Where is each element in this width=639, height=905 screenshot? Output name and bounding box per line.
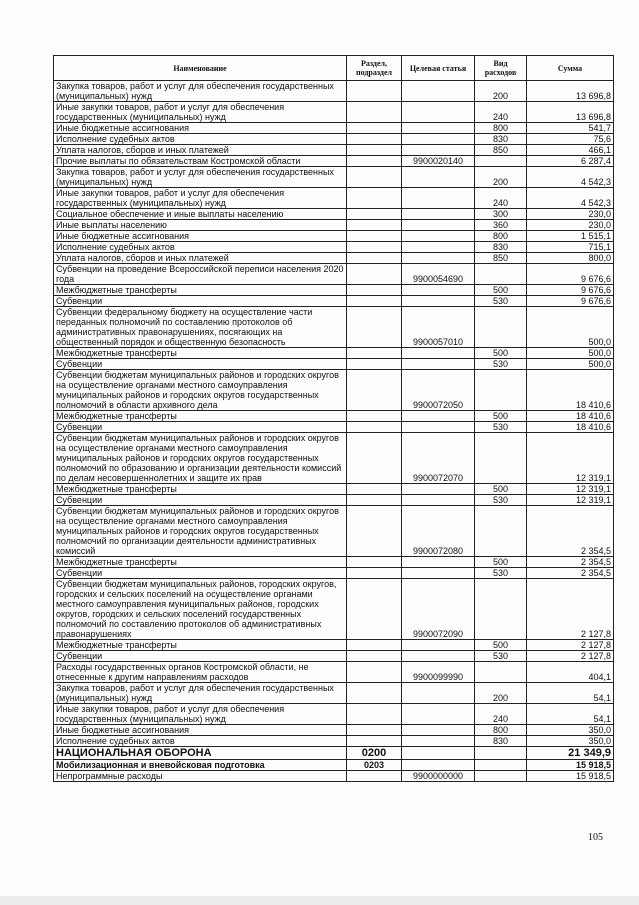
table-cell-sum: 54,1 <box>527 683 614 704</box>
table-cell-name: Прочие выплаты по обязательствам Костромской области <box>54 156 347 167</box>
table-cell-type <box>475 506 527 557</box>
table-cell-type: 530 <box>475 422 527 433</box>
table-cell-section <box>347 651 402 662</box>
table-cell-sum: 715,1 <box>527 242 614 253</box>
table-cell-article <box>402 651 475 662</box>
table-cell-name: Субвенции <box>54 296 347 307</box>
table-cell-section <box>347 264 402 285</box>
table-cell-section <box>347 134 402 145</box>
table-cell-sum: 21 349,9 <box>527 747 614 760</box>
table-cell-sum: 2 354,5 <box>527 557 614 568</box>
table-row <box>54 296 614 307</box>
table-cell-article <box>402 422 475 433</box>
table-cell-section <box>347 579 402 640</box>
table-cell-article <box>402 683 475 704</box>
table-cell-type: 300 <box>475 209 527 220</box>
table-cell-section <box>347 348 402 359</box>
table-cell-sum: 230,0 <box>527 209 614 220</box>
table-cell-sum: 2 127,8 <box>527 579 614 640</box>
table-cell-type: 850 <box>475 145 527 156</box>
table-cell-sum: 4 542,3 <box>527 188 614 209</box>
table-row <box>54 123 614 134</box>
table-cell-name: Субвенции <box>54 568 347 579</box>
table-cell-type <box>475 662 527 683</box>
table-body <box>54 81 614 782</box>
table-row <box>54 81 614 102</box>
table-row <box>54 495 614 506</box>
table-cell-sum: 6 287,4 <box>527 156 614 167</box>
table-row <box>54 188 614 209</box>
table-cell-section <box>347 736 402 747</box>
table-row <box>54 662 614 683</box>
table-cell-name: Межбюджетные трансферты <box>54 557 347 568</box>
table-cell-sum: 500,0 <box>527 307 614 348</box>
table-cell-section <box>347 640 402 651</box>
table-cell-type <box>475 579 527 640</box>
header-section: Раздел, подраздел <box>347 56 402 81</box>
table-row <box>54 557 614 568</box>
table-cell-name: Исполнение судебных актов <box>54 242 347 253</box>
table-cell-type <box>475 370 527 411</box>
table-cell-article <box>402 348 475 359</box>
table-row <box>54 156 614 167</box>
table-cell-sum: 18 410,6 <box>527 411 614 422</box>
table-cell-name: НАЦИОНАЛЬНАЯ ОБОРОНА <box>54 747 347 760</box>
table-cell-type: 830 <box>475 242 527 253</box>
table-row <box>54 285 614 296</box>
table-cell-name: Исполнение судебных актов <box>54 134 347 145</box>
table-row <box>54 231 614 242</box>
table-cell-article <box>402 484 475 495</box>
table-row <box>54 348 614 359</box>
table-row <box>54 134 614 145</box>
table-cell-sum: 2 127,8 <box>527 640 614 651</box>
table-cell-type: 830 <box>475 134 527 145</box>
header-name: Наименование <box>54 56 347 81</box>
table-row <box>54 683 614 704</box>
table-cell-section <box>347 156 402 167</box>
table-cell-sum: 12 319,1 <box>527 433 614 484</box>
table-row <box>54 422 614 433</box>
table-row <box>54 145 614 156</box>
table-cell-section <box>347 568 402 579</box>
table-cell-name: Иные закупки товаров, работ и услуг для обеспечения государственных (муниципальных) нужд <box>54 188 347 209</box>
table-cell-article: 9900099990 <box>402 662 475 683</box>
table-cell-article <box>402 359 475 370</box>
table-row <box>54 242 614 253</box>
table-cell-section <box>347 220 402 231</box>
table-cell-name: Уплата налогов, сборов и иных платежей <box>54 145 347 156</box>
table-cell-name: Субвенции на проведение Всероссийской переписи населения 2020 года <box>54 264 347 285</box>
table-cell-name: Межбюджетные трансферты <box>54 348 347 359</box>
header-article: Целевая статья <box>402 56 475 81</box>
table-cell-type: 500 <box>475 484 527 495</box>
table-cell-type: 800 <box>475 725 527 736</box>
table-cell-type: 500 <box>475 348 527 359</box>
table-cell-name: Субвенции <box>54 422 347 433</box>
table-cell-name: Иные выплаты населению <box>54 220 347 231</box>
table-cell-sum: 500,0 <box>527 359 614 370</box>
table-cell-section <box>347 506 402 557</box>
table-cell-section: 0203 <box>347 760 402 771</box>
table-row <box>54 760 614 771</box>
table-cell-section <box>347 285 402 296</box>
table-row <box>54 359 614 370</box>
table-cell-type: 240 <box>475 102 527 123</box>
table-cell-section: 0200 <box>347 747 402 760</box>
table-row <box>54 736 614 747</box>
table-cell-name: Расходы государственных органов Костромской области, не отнесенные к другим направлениям расходов <box>54 662 347 683</box>
table-cell-article <box>402 285 475 296</box>
table-cell-sum: 2 354,5 <box>527 506 614 557</box>
table-row <box>54 167 614 188</box>
table-cell-article <box>402 81 475 102</box>
table-cell-name: Иные закупки товаров, работ и услуг для обеспечения государственных (муниципальных) нужд <box>54 102 347 123</box>
table-cell-article <box>402 242 475 253</box>
table-cell-section <box>347 253 402 264</box>
table-cell-article <box>402 411 475 422</box>
table-cell-article <box>402 568 475 579</box>
table-cell-article: 9900057010 <box>402 307 475 348</box>
table-row <box>54 264 614 285</box>
table-cell-type: 240 <box>475 704 527 725</box>
table-row <box>54 579 614 640</box>
table-cell-article <box>402 557 475 568</box>
table-row <box>54 704 614 725</box>
table-cell-section <box>347 188 402 209</box>
table-cell-section <box>347 433 402 484</box>
table-cell-sum: 350,0 <box>527 725 614 736</box>
table-cell-type: 800 <box>475 123 527 134</box>
table-cell-sum: 9 676,6 <box>527 296 614 307</box>
table-cell-name: Социальное обеспечение и иные выплаты населению <box>54 209 347 220</box>
table-cell-section <box>347 370 402 411</box>
table-cell-name: Субвенции бюджетам муниципальных районов, городских округов, городских и сельских поселений на осуществление органами местного самоуправления муниципальных районов, городских округов, городских и сельских поселений государственных полномочий по составлению протоколов об административных правонарушениях <box>54 579 347 640</box>
table-cell-type <box>475 307 527 348</box>
table-cell-section <box>347 231 402 242</box>
table-cell-article <box>402 725 475 736</box>
table-cell-type: 360 <box>475 220 527 231</box>
table-cell-section <box>347 422 402 433</box>
table-cell-sum: 541,7 <box>527 123 614 134</box>
table-cell-section <box>347 296 402 307</box>
table-row <box>54 370 614 411</box>
header-type: Вид расходов <box>475 56 527 81</box>
table-cell-section <box>347 495 402 506</box>
table-cell-section <box>347 557 402 568</box>
table-cell-article: 9900054690 <box>402 264 475 285</box>
table-cell-name: Субвенции <box>54 359 347 370</box>
table-cell-article: 9900072070 <box>402 433 475 484</box>
table-cell-name: Субвенции бюджетам муниципальных районов и городских округов на осуществление органами местного самоуправления муниципальных районов и городских округов государственных полномочий по организации деятельности административных комиссий <box>54 506 347 557</box>
table-cell-article <box>402 231 475 242</box>
table-cell-sum: 500,0 <box>527 348 614 359</box>
table-cell-sum: 2 127,8 <box>527 651 614 662</box>
table-cell-section <box>347 242 402 253</box>
table-cell-sum: 15 918,5 <box>527 760 614 771</box>
table-cell-sum: 54,1 <box>527 704 614 725</box>
table-row <box>54 102 614 123</box>
table-cell-article: 9900020140 <box>402 156 475 167</box>
table-cell-name: Иные бюджетные ассигнования <box>54 123 347 134</box>
table-cell-type <box>475 760 527 771</box>
table-cell-sum: 13 696,8 <box>527 81 614 102</box>
table-cell-name: Субвенции федеральному бюджету на осуществление части переданных полномочий по составлению протоколов об административных правонарушениях, посягающих на общественный порядок и общественную безопасность <box>54 307 347 348</box>
table-cell-sum: 404,1 <box>527 662 614 683</box>
table-cell-article: 9900072080 <box>402 506 475 557</box>
table-cell-name: Субвенции бюджетам муниципальных районов и городских округов на осуществление органами местного самоуправления муниципальных районов и городских округов государственных полномочий по образованию и организации деятельности комиссий по делам несовершеннолетних и защите их прав <box>54 433 347 484</box>
table-cell-article <box>402 220 475 231</box>
table-cell-sum: 466,1 <box>527 145 614 156</box>
table-cell-article: 9900072090 <box>402 579 475 640</box>
table-cell-article: 9900000000 <box>402 771 475 782</box>
table-cell-section <box>347 209 402 220</box>
table-cell-type: 830 <box>475 736 527 747</box>
table-cell-article <box>402 145 475 156</box>
table-cell-section <box>347 725 402 736</box>
table-row <box>54 209 614 220</box>
table-cell-name: Мобилизационная и вневойсковая подготовка <box>54 760 347 771</box>
table-cell-name: Иные бюджетные ассигнования <box>54 725 347 736</box>
table-cell-type <box>475 156 527 167</box>
table-cell-sum: 12 319,1 <box>527 495 614 506</box>
table-cell-type <box>475 433 527 484</box>
table-cell-name: Иные бюджетные ассигнования <box>54 231 347 242</box>
table-cell-sum: 13 696,8 <box>527 102 614 123</box>
table-cell-section <box>347 123 402 134</box>
table-cell-name: Непрограммные расходы <box>54 771 347 782</box>
table-cell-type <box>475 264 527 285</box>
table-cell-article <box>402 760 475 771</box>
table-cell-article <box>402 736 475 747</box>
table-row <box>54 568 614 579</box>
table-cell-sum: 4 542,3 <box>527 167 614 188</box>
table-row <box>54 640 614 651</box>
table-cell-section <box>347 484 402 495</box>
table-cell-article <box>402 495 475 506</box>
table-cell-section <box>347 411 402 422</box>
table-cell-name: Субвенции <box>54 651 347 662</box>
table-row <box>54 484 614 495</box>
table-cell-article <box>402 188 475 209</box>
table-cell-sum: 18 410,6 <box>527 422 614 433</box>
table-cell-section <box>347 704 402 725</box>
table-cell-type: 200 <box>475 683 527 704</box>
header-sum: Сумма <box>527 56 614 81</box>
table-row <box>54 433 614 484</box>
budget-table <box>53 55 614 782</box>
table-cell-article <box>402 167 475 188</box>
table-cell-section <box>347 145 402 156</box>
table-cell-article <box>402 123 475 134</box>
table-cell-section <box>347 359 402 370</box>
table-cell-type <box>475 747 527 760</box>
table-cell-sum: 18 410,6 <box>527 370 614 411</box>
table-cell-section <box>347 81 402 102</box>
table-cell-name: Межбюджетные трансферты <box>54 640 347 651</box>
table-cell-name: Исполнение судебных актов <box>54 736 347 747</box>
table-cell-type <box>475 771 527 782</box>
page-number: 105 <box>588 832 603 843</box>
table-header <box>54 56 614 81</box>
table-cell-article <box>402 640 475 651</box>
table-row <box>54 771 614 782</box>
table-cell-sum: 350,0 <box>527 736 614 747</box>
table-cell-type: 800 <box>475 231 527 242</box>
table-cell-section <box>347 307 402 348</box>
table-cell-name: Межбюджетные трансферты <box>54 411 347 422</box>
table-cell-section <box>347 167 402 188</box>
table-cell-sum: 1 515,1 <box>527 231 614 242</box>
table-cell-article <box>402 209 475 220</box>
table-cell-type: 500 <box>475 411 527 422</box>
table-cell-type: 530 <box>475 359 527 370</box>
table-cell-sum: 2 354,5 <box>527 568 614 579</box>
table-cell-article <box>402 253 475 264</box>
table-row <box>54 725 614 736</box>
table-cell-article <box>402 134 475 145</box>
table-cell-section <box>347 662 402 683</box>
table-row <box>54 747 614 760</box>
table-cell-article <box>402 747 475 760</box>
table-cell-sum: 800,0 <box>527 253 614 264</box>
table-row <box>54 411 614 422</box>
table-cell-name: Закупка товаров, работ и услуг для обеспечения государственных (муниципальных) нужд <box>54 167 347 188</box>
table-cell-type: 850 <box>475 253 527 264</box>
table-cell-type: 200 <box>475 81 527 102</box>
table-cell-sum: 75,6 <box>527 134 614 145</box>
table-cell-sum: 9 676,6 <box>527 285 614 296</box>
table-cell-type: 200 <box>475 167 527 188</box>
table-cell-name: Закупка товаров, работ и услуг для обеспечения государственных (муниципальных) нужд <box>54 683 347 704</box>
table-cell-sum: 15 918,5 <box>527 771 614 782</box>
table-cell-name: Уплата налогов, сборов и иных платежей <box>54 253 347 264</box>
table-row <box>54 253 614 264</box>
table-row <box>54 220 614 231</box>
table-cell-sum: 9 676,6 <box>527 264 614 285</box>
table-cell-sum: 12 319,1 <box>527 484 614 495</box>
table-cell-article <box>402 296 475 307</box>
table-cell-type: 530 <box>475 568 527 579</box>
table-cell-name: Иные закупки товаров, работ и услуг для обеспечения государственных (муниципальных) нужд <box>54 704 347 725</box>
table-cell-article <box>402 704 475 725</box>
table-cell-name: Межбюджетные трансферты <box>54 484 347 495</box>
table-cell-type: 530 <box>475 296 527 307</box>
table-row <box>54 506 614 557</box>
scan-edge <box>0 896 639 905</box>
table-cell-type: 530 <box>475 651 527 662</box>
table-cell-name: Субвенции <box>54 495 347 506</box>
table-row <box>54 651 614 662</box>
table-cell-type: 500 <box>475 640 527 651</box>
table-cell-section <box>347 771 402 782</box>
table-cell-sum: 230,0 <box>527 220 614 231</box>
table-cell-section <box>347 683 402 704</box>
table-cell-name: Закупка товаров, работ и услуг для обеспечения государственных (муниципальных) нужд <box>54 81 347 102</box>
table-cell-name: Субвенции бюджетам муниципальных районов и городских округов на осуществление органами местного самоуправления муниципальных районов и городских округов государственных полномочий в области архивного дела <box>54 370 347 411</box>
table-cell-type: 500 <box>475 285 527 296</box>
table-cell-article <box>402 102 475 123</box>
table-cell-type: 240 <box>475 188 527 209</box>
table-cell-name: Межбюджетные трансферты <box>54 285 347 296</box>
table-cell-section <box>347 102 402 123</box>
table-cell-type: 530 <box>475 495 527 506</box>
table-cell-article: 9900072050 <box>402 370 475 411</box>
table-cell-type: 500 <box>475 557 527 568</box>
table-row <box>54 307 614 348</box>
